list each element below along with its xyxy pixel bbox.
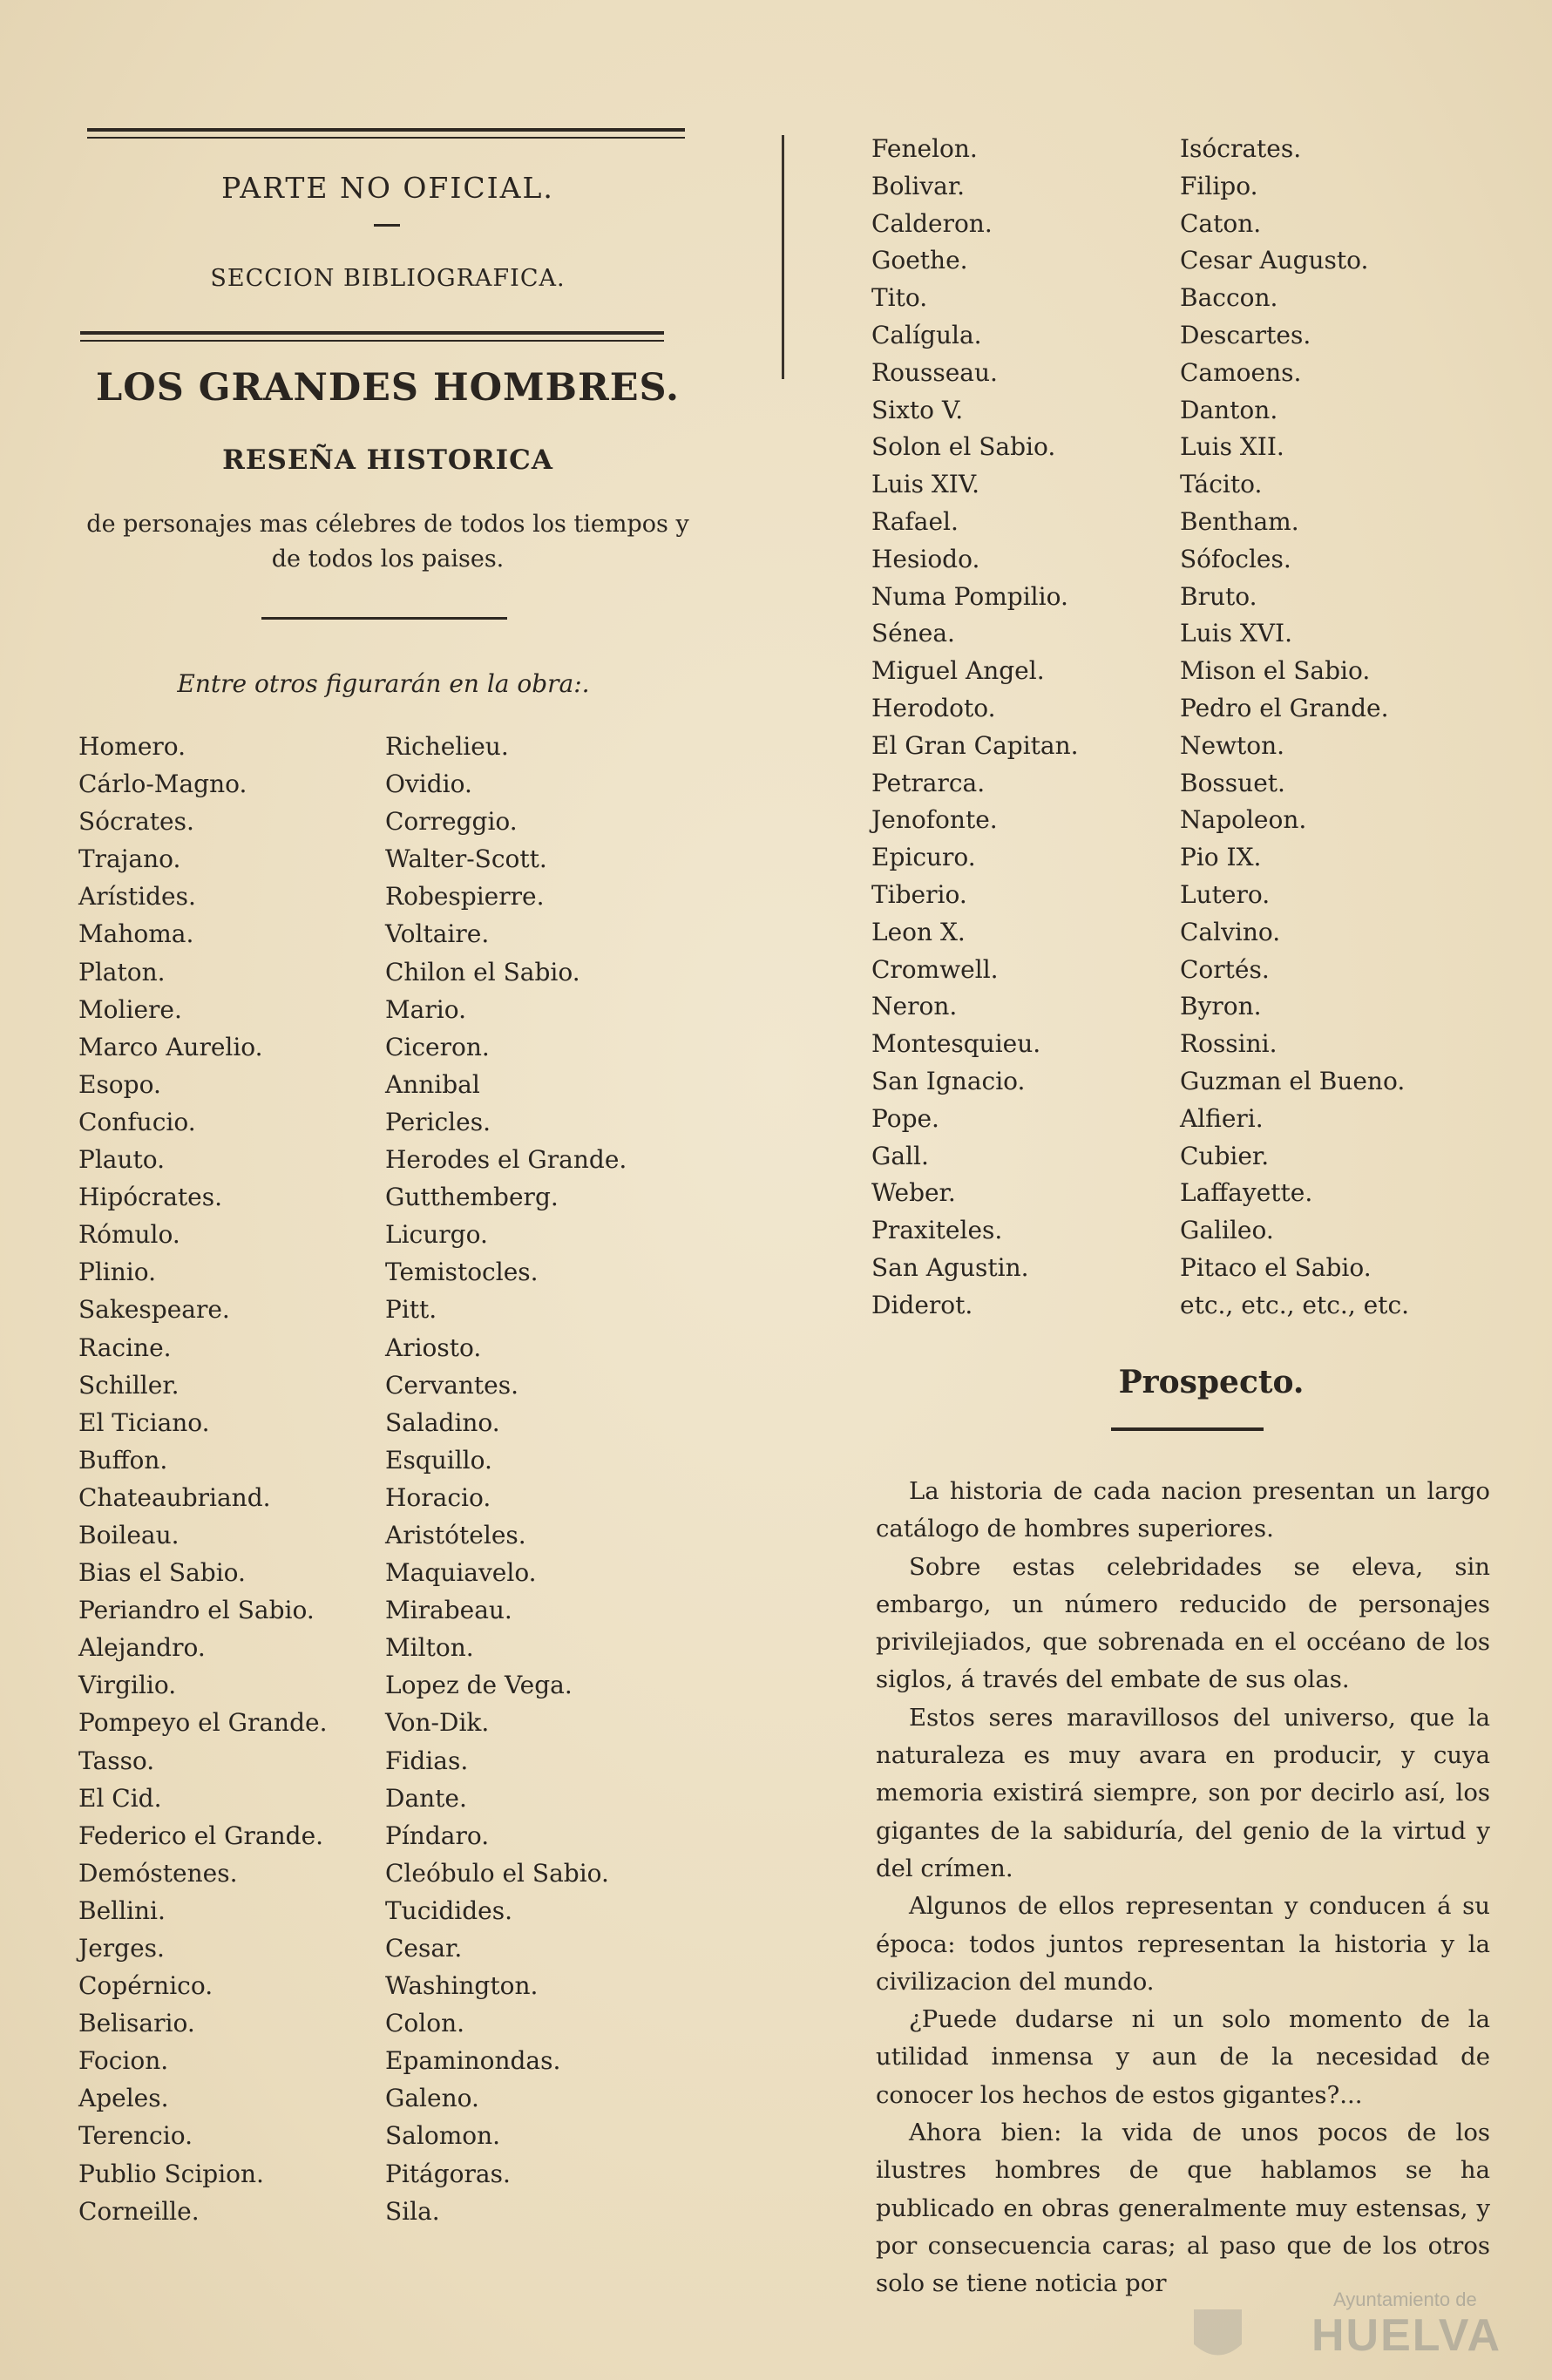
name-entry: Montesquieu. — [871, 1029, 1041, 1059]
name-entry: Pedro el Grande. — [1180, 693, 1389, 722]
name-entry: Rossini. — [1180, 1029, 1278, 1059]
prospecto-rule — [1111, 1427, 1264, 1431]
prospecto-body — [876, 1473, 1490, 2303]
name-entry: Cervantes. — [385, 1370, 519, 1400]
name-entry: Gall. — [871, 1141, 929, 1170]
name-entry: Pitt. — [385, 1295, 437, 1325]
name-entry: Alejandro. — [78, 1633, 206, 1663]
name-entry: Filipo. — [1180, 171, 1258, 200]
name-entry: Goethe. — [871, 246, 968, 275]
name-entry: Homero. — [78, 732, 186, 761]
name-entry: Bias el Sabio. — [78, 1558, 246, 1588]
prospecto-paragraph: Estos seres maravillosos del universo, que la naturaleza es muy avara en producir, y cuya memoria existirá siempre, son por decirlo así, los gigantes de la sabiduría, del genio de la virtud y del crímen. — [876, 1703, 1490, 1882]
name-entry: Neron. — [871, 992, 958, 1021]
names-list-right-2 — [1180, 131, 1409, 1325]
name-entry: Esopo. — [78, 1069, 161, 1099]
name-entry: Mison el Sabio. — [1180, 656, 1371, 686]
name-entry: Apeles. — [78, 2084, 169, 2113]
name-entry: Richelieu. — [385, 732, 509, 761]
name-entry: Caton. — [1180, 208, 1262, 238]
name-entry: Lopez de Vega. — [385, 1671, 573, 1700]
prospecto-paragraph: Ahora bien: la vida de unos pocos de los ilustres hombres de que hablamos se ha publicado en obras generalmente muy estensas, y por consecuencia caras; al paso que de los otros solo se tiene noticia por — [876, 2119, 1490, 2298]
name-entry: Tasso. — [78, 1746, 155, 1775]
article-description: de personajes mas célebres de todos los tiempos y de todos los paises. — [86, 511, 689, 573]
name-entry: Corneille. — [78, 2196, 200, 2226]
name-entry: Tucidides. — [385, 1895, 512, 1925]
name-entry: Tiberio. — [871, 879, 967, 909]
article-subtitle: RESEÑA HISTORICA — [222, 444, 553, 476]
name-entry: Solon el Sabio. — [871, 432, 1056, 462]
name-entry: Buffon. — [78, 1445, 168, 1475]
name-entry: Focion. — [78, 2046, 169, 2076]
name-entry: Von-Dik. — [385, 1708, 490, 1738]
name-entry: Hesiodo. — [871, 544, 980, 573]
names-list-left-1 — [78, 728, 327, 2230]
name-entry: Galeno. — [385, 2084, 479, 2113]
name-entry: Trajano. — [78, 844, 181, 874]
name-entry: Dante. — [385, 1783, 467, 1813]
name-entry: Walter-Scott. — [385, 844, 547, 874]
name-entry: Miguel Angel. — [871, 656, 1045, 686]
name-entry: El Ticiano. — [78, 1407, 210, 1437]
prospecto-paragraph: Sobre estas celebridades se eleva, sin embargo, un número reducido de personajes privilejiados, que sobrenada en el occéano de los siglos, á través del embate de sus olas. — [876, 1552, 1490, 1694]
name-entry: El Gran Capitan. — [871, 730, 1079, 760]
name-entry: Terencio. — [78, 2121, 193, 2151]
intro-line: Entre otros figurarán en la obra:. — [177, 669, 590, 698]
name-entry: Washington. — [385, 1971, 539, 2001]
name-entry: Bellini. — [78, 1895, 166, 1925]
name-entry: Calvino. — [1180, 917, 1281, 946]
name-entry: Danton. — [1180, 395, 1278, 424]
name-entry: Federico el Grande. — [78, 1821, 324, 1850]
name-entry: Pio IX. — [1180, 843, 1262, 872]
prospecto-paragraph: Algunos de ellos representan y conducen á su época: todos juntos representan la historia y la civilizacion del mundo. — [876, 1892, 1490, 1996]
name-entry: Mario. — [385, 994, 466, 1024]
name-entry: Sakespeare. — [78, 1295, 230, 1325]
name-entry: Rómulo. — [78, 1220, 180, 1250]
name-entry: Alfieri. — [1180, 1103, 1264, 1133]
name-entry: Pope. — [871, 1103, 939, 1133]
name-entry: Voltaire. — [385, 919, 490, 949]
names-list-left-2 — [385, 728, 627, 2230]
name-entry: Platon. — [78, 957, 166, 987]
name-entry: Plauto. — [78, 1145, 166, 1175]
name-entry: Cesar Augusto. — [1180, 246, 1369, 275]
name-entry: Chateaubriand. — [78, 1482, 271, 1512]
name-entry: Sófocles. — [1180, 544, 1291, 573]
name-entry: Calígula. — [871, 320, 982, 349]
name-entry: Fenelon. — [871, 134, 978, 163]
name-entry: Sócrates. — [78, 807, 194, 837]
name-entry: El Cid. — [78, 1783, 162, 1813]
prospecto-title: Prospecto. — [1118, 1364, 1305, 1400]
name-entry: Praxiteles. — [871, 1216, 1003, 1245]
name-entry: Jerges. — [78, 1934, 165, 1963]
name-entry: etc., etc., etc., etc. — [1180, 1290, 1410, 1319]
name-entry: Rafael. — [871, 506, 959, 536]
name-entry: Lutero. — [1180, 879, 1271, 909]
name-entry: Periandro el Sabio. — [78, 1596, 315, 1625]
name-entry: Pitaco el Sabio. — [1180, 1252, 1372, 1282]
prospecto-paragraph: ¿Puede dudarse ni un solo momento de la utilidad inmensa y aun de la necesidad de conocer los hechos de estos gigantes?... — [876, 2005, 1490, 2109]
name-entry: Tácito. — [1180, 470, 1263, 499]
name-entry: Schiller. — [78, 1370, 180, 1400]
name-entry: Mahoma. — [78, 919, 194, 949]
name-entry: Licurgo. — [385, 1220, 488, 1250]
name-entry: Arístides. — [78, 882, 196, 912]
name-entry: Ovidio. — [385, 770, 472, 799]
name-entry: Laffayette. — [1180, 1178, 1313, 1208]
name-entry: Salomon. — [385, 2121, 501, 2151]
name-entry: Ariosto. — [385, 1332, 482, 1362]
name-entry: Moliere. — [78, 994, 182, 1024]
name-entry: Numa Pompilio. — [871, 581, 1068, 611]
name-entry: Boileau. — [78, 1520, 180, 1549]
name-entry: Milton. — [385, 1633, 474, 1663]
name-entry: Correggio. — [385, 807, 518, 837]
name-entry: Annibal — [385, 1069, 480, 1099]
name-entry: Esquillo. — [385, 1445, 492, 1475]
name-entry: Cárlo-Magno. — [78, 770, 247, 799]
name-entry: Hipócrates. — [78, 1183, 223, 1212]
name-entry: Racine. — [78, 1332, 172, 1362]
name-entry: Publio Scipion. — [78, 2159, 264, 2188]
name-entry: Cleóbulo el Sabio. — [385, 1858, 609, 1888]
name-entry: Isócrates. — [1180, 134, 1302, 163]
name-entry: Horacio. — [385, 1482, 491, 1512]
name-entry: Píndaro. — [385, 1821, 490, 1850]
section-subheading: SECCION BIBLIOGRAFICA. — [210, 265, 566, 292]
name-entry: Rousseau. — [871, 357, 998, 387]
double-rule-mid — [80, 331, 664, 342]
name-entry: Descartes. — [1180, 320, 1311, 349]
name-entry: Galileo. — [1180, 1216, 1274, 1245]
name-entry: Gutthemberg. — [385, 1183, 559, 1212]
name-entry: Baccon. — [1180, 283, 1278, 313]
name-entry: San Agustin. — [871, 1252, 1029, 1282]
name-entry: Pitágoras. — [385, 2159, 511, 2188]
name-entry: Pompeyo el Grande. — [78, 1708, 328, 1738]
name-entry: Cromwell. — [871, 954, 999, 984]
name-entry: Virgilio. — [78, 1671, 177, 1700]
name-entry: Epaminondas. — [385, 2046, 561, 2076]
name-entry: Sixto V. — [871, 395, 964, 424]
double-rule-top — [87, 128, 685, 139]
name-entry: Leon X. — [871, 917, 966, 946]
names-list-right-1 — [871, 131, 1079, 1325]
name-entry: Maquiavelo. — [385, 1558, 537, 1588]
name-entry: Petrarca. — [871, 768, 986, 797]
name-entry: Ciceron. — [385, 1032, 490, 1061]
name-entry: Chilon el Sabio. — [385, 957, 580, 987]
name-entry: Bossuet. — [1180, 768, 1285, 797]
name-entry: Cortés. — [1180, 954, 1270, 984]
name-entry: Belisario. — [78, 2009, 195, 2038]
name-entry: Diderot. — [871, 1290, 973, 1319]
name-entry: Luis XIV. — [871, 470, 980, 499]
name-entry: San Ignacio. — [871, 1066, 1026, 1095]
name-entry: Weber. — [871, 1178, 956, 1208]
name-entry: Cubier. — [1180, 1141, 1270, 1170]
name-entry: Confucio. — [78, 1107, 196, 1136]
article-title: LOS GRANDES HOMBRES. — [96, 366, 680, 410]
prospecto-paragraph: La historia de cada nacion presentan un largo catálogo de hombres superiores. — [876, 1477, 1490, 1543]
name-entry: Luis XVI. — [1180, 619, 1292, 648]
name-entry: Bentham. — [1180, 506, 1299, 536]
name-entry: Bolivar. — [871, 171, 966, 200]
name-entry: Mirabeau. — [385, 1596, 512, 1625]
name-entry: Copérnico. — [78, 1971, 213, 2001]
name-entry: Byron. — [1180, 992, 1262, 1021]
name-entry: Epicuro. — [871, 843, 976, 872]
name-entry: Cesar. — [385, 1934, 463, 1963]
name-entry: Napoleon. — [1180, 805, 1307, 835]
name-entry: Bruto. — [1180, 581, 1257, 611]
name-entry: Colon. — [385, 2009, 465, 2038]
name-entry: Sila. — [385, 2196, 440, 2226]
name-entry: Herodes el Grande. — [385, 1145, 627, 1175]
section-heading: PARTE NO OFICIAL. — [221, 171, 554, 205]
name-entry: Calderon. — [871, 208, 993, 238]
name-entry: Fidias. — [385, 1746, 469, 1775]
short-rule — [261, 617, 507, 620]
name-entry: Newton. — [1180, 730, 1285, 760]
name-entry: Herodoto. — [871, 693, 996, 722]
name-entry: Guzman el Bueno. — [1180, 1066, 1406, 1095]
watermark-top-text: Ayuntamiento de — [1333, 2288, 1477, 2310]
name-entry: Robespierre. — [385, 882, 545, 912]
name-entry: Plinio. — [78, 1258, 157, 1287]
watermark-bottom-text: HUELVA — [1311, 2310, 1502, 2361]
name-entry: Aristóteles. — [385, 1520, 526, 1549]
name-entry: Camoens. — [1180, 357, 1302, 387]
name-entry: Jenofonte. — [871, 805, 998, 835]
dash-divider — [374, 224, 400, 227]
name-entry: Marco Aurelio. — [78, 1032, 263, 1061]
name-entry: Demóstenes. — [78, 1858, 238, 1888]
name-entry: Sénea. — [871, 619, 955, 648]
name-entry: Pericles. — [385, 1107, 491, 1136]
name-entry: Luis XII. — [1180, 432, 1284, 462]
name-entry: Tito. — [871, 283, 928, 313]
column-divider — [782, 135, 784, 379]
name-entry: Saladino. — [385, 1407, 500, 1437]
name-entry: Temistocles. — [385, 1258, 539, 1287]
